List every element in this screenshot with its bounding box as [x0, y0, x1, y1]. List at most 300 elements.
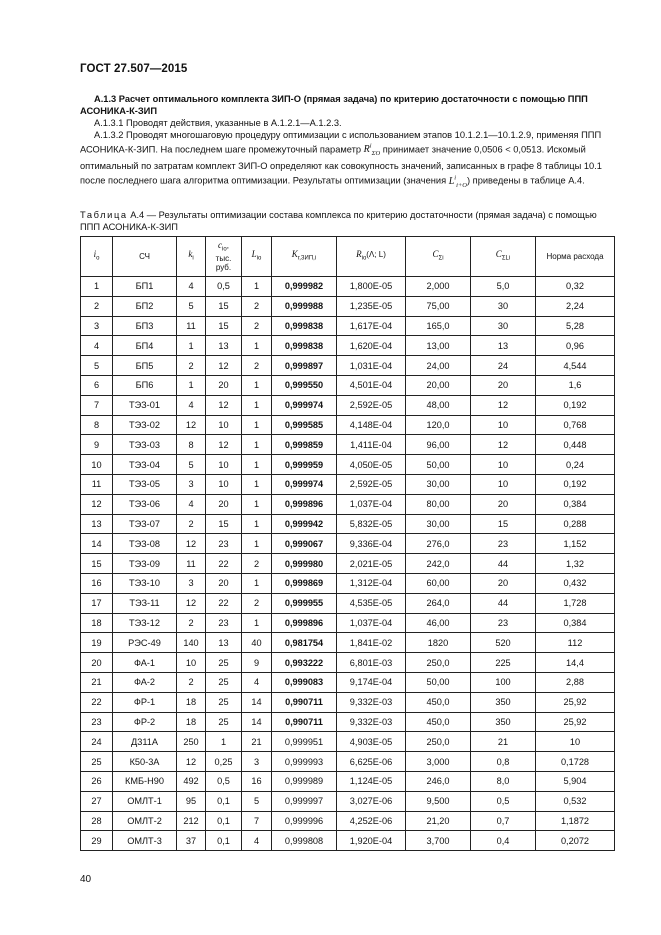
cell-c-sigma-li: 12 [471, 395, 536, 415]
cell-consumption-norm: 1,6 [536, 375, 615, 395]
table-row [81, 791, 615, 811]
cell-r-io: 1,031E-04 [337, 356, 406, 376]
cell-cost: 15 [206, 514, 242, 534]
cell-k-zip: 0,999550 [272, 375, 337, 395]
cell-k-zip: 0,993222 [272, 653, 337, 673]
cell-k-zip: 0,999974 [272, 395, 337, 415]
header-consumption-norm: Норма расхода [536, 237, 615, 277]
cell-l-io: 2 [242, 554, 272, 574]
table-row [81, 395, 615, 415]
cell-r-io: 6,625E-06 [337, 752, 406, 772]
cell-l-io: 21 [242, 732, 272, 752]
cell-consumption-norm: 10 [536, 732, 615, 752]
cell-l-io: 1 [242, 455, 272, 475]
header-c-sigma-i: $C_{\Sigma i}$ [406, 237, 471, 277]
cell-r-io: 1,411E-04 [337, 435, 406, 455]
cell-c-sigma-li: 21 [471, 732, 536, 752]
cell-l-io: 1 [242, 514, 272, 534]
cell-component: ОМЛТ-1 [113, 791, 177, 811]
cell-l-io: 14 [242, 692, 272, 712]
cell-k-zip: 0,999083 [272, 672, 337, 692]
paragraph-a131: А.1.3.1 Проводят действия, указанные в А.1.2.1—А.1.2.3. [94, 118, 342, 128]
cell-component: ФР-2 [113, 712, 177, 732]
cell-c-sigma-li: 30 [471, 296, 536, 316]
cell-index: 3 [81, 316, 113, 336]
cell-r-io: 1,617E-04 [337, 316, 406, 336]
cell-k: 212 [177, 811, 206, 831]
cell-k: 12 [177, 752, 206, 772]
cell-c-sigma-li: 5,0 [471, 277, 536, 297]
cell-k-zip: 0,999896 [272, 613, 337, 633]
cell-component: БП2 [113, 296, 177, 316]
cell-r-io: 9,332E-03 [337, 712, 406, 732]
table-caption-text: А.4 — Результаты оптимизации состава комплекса по критерию достаточности (прямая задача) с помощью ППП АСОНИКА-К-ЗИП [80, 210, 597, 232]
cell-k-zip: 0,999955 [272, 593, 337, 613]
cell-cost: 25 [206, 712, 242, 732]
cell-component: БП5 [113, 356, 177, 376]
header-component: СЧ [113, 237, 177, 277]
cell-c-sigma-li: 10 [471, 415, 536, 435]
table-row [81, 455, 615, 475]
cell-consumption-norm: 0,192 [536, 474, 615, 494]
cell-cost: 25 [206, 672, 242, 692]
table-row [81, 732, 615, 752]
cell-component: ТЭЗ-02 [113, 415, 177, 435]
table-row [81, 593, 615, 613]
cell-r-io: 4,501E-04 [337, 375, 406, 395]
cell-component: ФР-1 [113, 692, 177, 712]
table-row [81, 712, 615, 732]
cell-c-sigma-i: 1820 [406, 633, 471, 653]
cell-k: 1 [177, 375, 206, 395]
cell-k: 4 [177, 277, 206, 297]
cell-consumption-norm: 112 [536, 633, 615, 653]
cell-c-sigma-i: 48,00 [406, 395, 471, 415]
cell-c-sigma-i: 24,00 [406, 356, 471, 376]
header-l-io: $L_{io}$ [242, 237, 272, 277]
cell-r-io: 1,920E-04 [337, 831, 406, 851]
cell-l-io: 16 [242, 771, 272, 791]
cell-r-io: 4,903E-05 [337, 732, 406, 752]
cell-k-zip: 0,999942 [272, 514, 337, 534]
cell-component: БП4 [113, 336, 177, 356]
cell-c-sigma-i: 96,00 [406, 435, 471, 455]
cell-cost: 15 [206, 296, 242, 316]
cell-component: ТЭЗ-03 [113, 435, 177, 455]
cell-k: 5 [177, 455, 206, 475]
cell-cost: 1 [206, 732, 242, 752]
cell-l-io: 1 [242, 474, 272, 494]
cell-index: 8 [81, 415, 113, 435]
cell-cost: 23 [206, 534, 242, 554]
table-row [81, 336, 615, 356]
cell-k-zip: 0,999838 [272, 336, 337, 356]
cell-component: ТЭЗ-06 [113, 494, 177, 514]
cell-c-sigma-i: 264,0 [406, 593, 471, 613]
cell-component: ТЭЗ-01 [113, 395, 177, 415]
table-row [81, 573, 615, 593]
cell-component: ТЭЗ-11 [113, 593, 177, 613]
cell-c-sigma-li: 30 [471, 316, 536, 336]
cell-k: 2 [177, 672, 206, 692]
cell-l-io: 1 [242, 534, 272, 554]
cell-component: ТЭЗ-08 [113, 534, 177, 554]
cell-index: 26 [81, 771, 113, 791]
cell-component: ТЭЗ-10 [113, 573, 177, 593]
table-row [81, 554, 615, 574]
formula-r-sigma: $R^i_{\Sigma О}$ [363, 143, 381, 158]
cell-cost: 0,1 [206, 791, 242, 811]
cell-component: КМБ-Н90 [113, 771, 177, 791]
section-title: А.1.3 Расчет оптимального комплекта ЗИП-О (прямая задача) по критерию достаточности с помощью ППП АСОНИКА-К-ЗИП [80, 94, 588, 116]
cell-index: 29 [81, 831, 113, 851]
cell-c-sigma-i: 450,0 [406, 692, 471, 712]
cell-consumption-norm: 0,192 [536, 395, 615, 415]
cell-k-zip: 0,999951 [272, 732, 337, 752]
cell-c-sigma-i: 3,000 [406, 752, 471, 772]
cell-index: 5 [81, 356, 113, 376]
cell-c-sigma-i: 20,00 [406, 375, 471, 395]
cell-component: ОМЛТ-2 [113, 811, 177, 831]
cell-k: 11 [177, 554, 206, 574]
cell-k-zip: 0,999974 [272, 474, 337, 494]
cell-c-sigma-i: 50,00 [406, 672, 471, 692]
cell-index: 24 [81, 732, 113, 752]
cell-c-sigma-i: 75,00 [406, 296, 471, 316]
table-row [81, 375, 615, 395]
cell-l-io: 1 [242, 415, 272, 435]
table-row [81, 356, 615, 376]
cell-consumption-norm: 14,4 [536, 653, 615, 673]
cell-r-io: 5,832E-05 [337, 514, 406, 534]
cell-c-sigma-li: 13 [471, 336, 536, 356]
header-k-zip: $K_{г,ЗИП,i}$ [272, 237, 337, 277]
cell-c-sigma-li: 520 [471, 633, 536, 653]
cell-c-sigma-i: 80,00 [406, 494, 471, 514]
cell-k-zip: 0,999067 [272, 534, 337, 554]
cell-c-sigma-li: 0,8 [471, 752, 536, 772]
cell-c-sigma-i: 2,000 [406, 277, 471, 297]
cell-cost: 0,1 [206, 811, 242, 831]
cell-consumption-norm: 0,288 [536, 514, 615, 534]
cell-k: 3 [177, 474, 206, 494]
cell-consumption-norm: 5,904 [536, 771, 615, 791]
table-row [81, 811, 615, 831]
cell-cost: 22 [206, 593, 242, 613]
cell-consumption-norm: 5,28 [536, 316, 615, 336]
cell-consumption-norm: 0,2072 [536, 831, 615, 851]
cell-c-sigma-li: 20 [471, 494, 536, 514]
cell-k: 250 [177, 732, 206, 752]
cell-k: 4 [177, 395, 206, 415]
cell-c-sigma-i: 242,0 [406, 554, 471, 574]
cell-k-zip: 0,999838 [272, 316, 337, 336]
cell-component: БП6 [113, 375, 177, 395]
header-cost: $c_{io}$, тыс. руб. [206, 237, 242, 277]
cell-l-io: 5 [242, 791, 272, 811]
cell-consumption-norm: 1,728 [536, 593, 615, 613]
cell-l-io: 3 [242, 752, 272, 772]
cell-cost: 20 [206, 494, 242, 514]
cell-cost: 20 [206, 573, 242, 593]
cell-k-zip: 0,981754 [272, 633, 337, 653]
cell-index: 10 [81, 455, 113, 475]
cell-component: БП3 [113, 316, 177, 336]
cell-r-io: 2,592E-05 [337, 474, 406, 494]
cell-c-sigma-li: 10 [471, 455, 536, 475]
cell-cost: 12 [206, 435, 242, 455]
cell-index: 6 [81, 375, 113, 395]
cell-k-zip: 0,990711 [272, 712, 337, 732]
header-c-sigma-li: $C_{\Sigma Li}$ [471, 237, 536, 277]
table-row [81, 277, 615, 297]
cell-consumption-norm: 25,92 [536, 692, 615, 712]
cell-index: 15 [81, 554, 113, 574]
cell-l-io: 2 [242, 356, 272, 376]
cell-l-io: 1 [242, 435, 272, 455]
table-row [81, 672, 615, 692]
cell-c-sigma-li: 20 [471, 375, 536, 395]
cell-k-zip: 0,999988 [272, 296, 337, 316]
cell-k-zip: 0,999959 [272, 455, 337, 475]
header-index: $i_o$ [81, 237, 113, 277]
cell-k-zip: 0,999996 [272, 811, 337, 831]
cell-consumption-norm: 0,1728 [536, 752, 615, 772]
cell-r-io: 9,174E-04 [337, 672, 406, 692]
cell-r-io: 9,332E-03 [337, 692, 406, 712]
cell-c-sigma-li: 0,5 [471, 791, 536, 811]
cell-cost: 15 [206, 316, 242, 336]
table-row [81, 415, 615, 435]
cell-cost: 13 [206, 336, 242, 356]
cell-r-io: 1,124E-05 [337, 771, 406, 791]
cell-l-io: 1 [242, 494, 272, 514]
cell-c-sigma-i: 50,00 [406, 455, 471, 475]
cell-l-io: 4 [242, 672, 272, 692]
cell-l-io: 7 [242, 811, 272, 831]
table-row [81, 494, 615, 514]
cell-cost: 10 [206, 415, 242, 435]
document-standard-header: ГОСТ 27.507—2015 [80, 63, 188, 75]
cell-consumption-norm: 1,32 [536, 554, 615, 574]
cell-k: 18 [177, 712, 206, 732]
cell-index: 18 [81, 613, 113, 633]
cell-cost: 22 [206, 554, 242, 574]
cell-l-io: 1 [242, 336, 272, 356]
cell-consumption-norm: 0,96 [536, 336, 615, 356]
cell-k: 11 [177, 316, 206, 336]
cell-r-io: 9,336E-04 [337, 534, 406, 554]
cell-component: ТЭЗ-05 [113, 474, 177, 494]
cell-index: 12 [81, 494, 113, 514]
cell-consumption-norm: 1,1872 [536, 811, 615, 831]
cell-k: 5 [177, 296, 206, 316]
cell-index: 1 [81, 277, 113, 297]
cell-index: 19 [81, 633, 113, 653]
cell-component: РЭС-49 [113, 633, 177, 653]
cell-component: ТЭЗ-04 [113, 455, 177, 475]
cell-index: 11 [81, 474, 113, 494]
cell-index: 13 [81, 514, 113, 534]
cell-k-zip: 0,999993 [272, 752, 337, 772]
cell-cost: 0,25 [206, 752, 242, 772]
cell-c-sigma-i: 276,0 [406, 534, 471, 554]
cell-l-io: 2 [242, 296, 272, 316]
cell-k-zip: 0,999989 [272, 771, 337, 791]
cell-c-sigma-li: 0,4 [471, 831, 536, 851]
cell-k-zip: 0,999997 [272, 791, 337, 811]
cell-component: ТЭЗ-09 [113, 554, 177, 574]
cell-component: Д311А [113, 732, 177, 752]
cell-component: К50-3А [113, 752, 177, 772]
header-r-io: $R_{io}(\Lambda$; L) [337, 237, 406, 277]
cell-r-io: 4,535E-05 [337, 593, 406, 613]
cell-k: 8 [177, 435, 206, 455]
cell-r-io: 4,148E-04 [337, 415, 406, 435]
table-row [81, 633, 615, 653]
cell-r-io: 1,037E-04 [337, 494, 406, 514]
cell-r-io: 4,050E-05 [337, 455, 406, 475]
cell-k: 1 [177, 336, 206, 356]
cell-component: БП1 [113, 277, 177, 297]
table-row [81, 831, 615, 851]
cell-k: 12 [177, 415, 206, 435]
section-text [80, 93, 608, 192]
cell-consumption-norm: 4,544 [536, 356, 615, 376]
cell-k: 2 [177, 514, 206, 534]
cell-consumption-norm: 0,384 [536, 494, 615, 514]
cell-k: 2 [177, 356, 206, 376]
table-body [81, 277, 615, 851]
table-row [81, 771, 615, 791]
cell-index: 16 [81, 573, 113, 593]
cell-l-io: 4 [242, 831, 272, 851]
table-row [81, 316, 615, 336]
cell-c-sigma-li: 23 [471, 613, 536, 633]
cell-component: ТЭЗ-07 [113, 514, 177, 534]
page-number: 40 [80, 874, 92, 885]
cell-c-sigma-i: 165,0 [406, 316, 471, 336]
cell-r-io: 1,800E-05 [337, 277, 406, 297]
table-header-row [81, 237, 615, 277]
cell-index: 20 [81, 653, 113, 673]
paragraph-a132-part2: принимает значение 0,0506 < 0,0513. Искомый оптимальный по затратам комплект ЗИП-О определяют как совокупность значений, записанных в графе 8 таблицы 10.1 после последнего шага алгоритма оптимизации. Результаты оптимизации (значения [80, 144, 602, 186]
cell-c-sigma-i: 30,00 [406, 474, 471, 494]
cell-l-io: 9 [242, 653, 272, 673]
cell-c-sigma-li: 15 [471, 514, 536, 534]
cell-c-sigma-li: 23 [471, 534, 536, 554]
cell-c-sigma-li: 44 [471, 593, 536, 613]
cell-cost: 12 [206, 395, 242, 415]
cell-c-sigma-i: 30,00 [406, 514, 471, 534]
cell-c-sigma-i: 120,0 [406, 415, 471, 435]
cell-r-io: 1,312E-04 [337, 573, 406, 593]
cell-consumption-norm: 0,384 [536, 613, 615, 633]
cell-l-io: 40 [242, 633, 272, 653]
cell-k: 12 [177, 534, 206, 554]
cell-index: 27 [81, 791, 113, 811]
cell-r-io: 1,235E-05 [337, 296, 406, 316]
cell-cost: 0,5 [206, 277, 242, 297]
formula-l-i-o: $L^i_{i+О}$ [448, 174, 467, 189]
cell-k-zip: 0,999585 [272, 415, 337, 435]
cell-k: 4 [177, 494, 206, 514]
cell-consumption-norm: 0,432 [536, 573, 615, 593]
cell-k: 140 [177, 633, 206, 653]
cell-c-sigma-i: 46,00 [406, 613, 471, 633]
cell-consumption-norm: 0,24 [536, 455, 615, 475]
cell-l-io: 14 [242, 712, 272, 732]
cell-r-io: 2,592E-05 [337, 395, 406, 415]
table-row [81, 534, 615, 554]
cell-c-sigma-i: 450,0 [406, 712, 471, 732]
header-k: $k_i$ [177, 237, 206, 277]
cell-k: 12 [177, 593, 206, 613]
cell-index: 22 [81, 692, 113, 712]
cell-l-io: 2 [242, 316, 272, 336]
cell-cost: 13 [206, 633, 242, 653]
cell-consumption-norm: 2,88 [536, 672, 615, 692]
table-row [81, 653, 615, 673]
cell-index: 17 [81, 593, 113, 613]
cell-c-sigma-li: 44 [471, 554, 536, 574]
cell-c-sigma-i: 250,0 [406, 653, 471, 673]
cell-index: 28 [81, 811, 113, 831]
cell-consumption-norm: 0,532 [536, 791, 615, 811]
cell-r-io: 1,620E-04 [337, 336, 406, 356]
cell-c-sigma-i: 250,0 [406, 732, 471, 752]
cell-c-sigma-i: 60,00 [406, 573, 471, 593]
cell-cost: 25 [206, 653, 242, 673]
cell-k: 37 [177, 831, 206, 851]
cell-r-io: 2,021E-05 [337, 554, 406, 574]
cell-c-sigma-li: 8,0 [471, 771, 536, 791]
paragraph-a132-part1: А.1.3.2 Проводят многошаговую процедуру оптимизации с использованием этапов 10.1.2.1—10.1.2.9, применяя ППП АСОНИКА-К-ЗИП. На последнем шаге промежуточный параметр [80, 130, 602, 155]
cell-c-sigma-i: 13,00 [406, 336, 471, 356]
cell-l-io: 1 [242, 375, 272, 395]
cell-consumption-norm: 1,152 [536, 534, 615, 554]
table-row [81, 692, 615, 712]
table-row [81, 296, 615, 316]
cell-l-io: 1 [242, 395, 272, 415]
cell-component: ФА-1 [113, 653, 177, 673]
table-caption-label: Таблица [80, 210, 128, 220]
cell-index: 14 [81, 534, 113, 554]
cell-r-io: 4,252E-06 [337, 811, 406, 831]
cell-c-sigma-li: 100 [471, 672, 536, 692]
cell-k: 95 [177, 791, 206, 811]
cell-cost: 10 [206, 455, 242, 475]
cell-consumption-norm: 2,24 [536, 296, 615, 316]
cell-consumption-norm: 0,768 [536, 415, 615, 435]
cell-k-zip: 0,999808 [272, 831, 337, 851]
cell-k-zip: 0,990711 [272, 692, 337, 712]
cell-component: ТЭЗ-12 [113, 613, 177, 633]
cell-c-sigma-i: 9,500 [406, 791, 471, 811]
cell-index: 2 [81, 296, 113, 316]
cell-c-sigma-li: 350 [471, 692, 536, 712]
table-caption [80, 209, 612, 233]
cell-cost: 0,5 [206, 771, 242, 791]
cell-k: 492 [177, 771, 206, 791]
cell-k-zip: 0,999869 [272, 573, 337, 593]
cell-cost: 23 [206, 613, 242, 633]
cell-c-sigma-i: 3,700 [406, 831, 471, 851]
cell-l-io: 1 [242, 277, 272, 297]
cell-k: 18 [177, 692, 206, 712]
cell-index: 25 [81, 752, 113, 772]
cell-c-sigma-li: 24 [471, 356, 536, 376]
